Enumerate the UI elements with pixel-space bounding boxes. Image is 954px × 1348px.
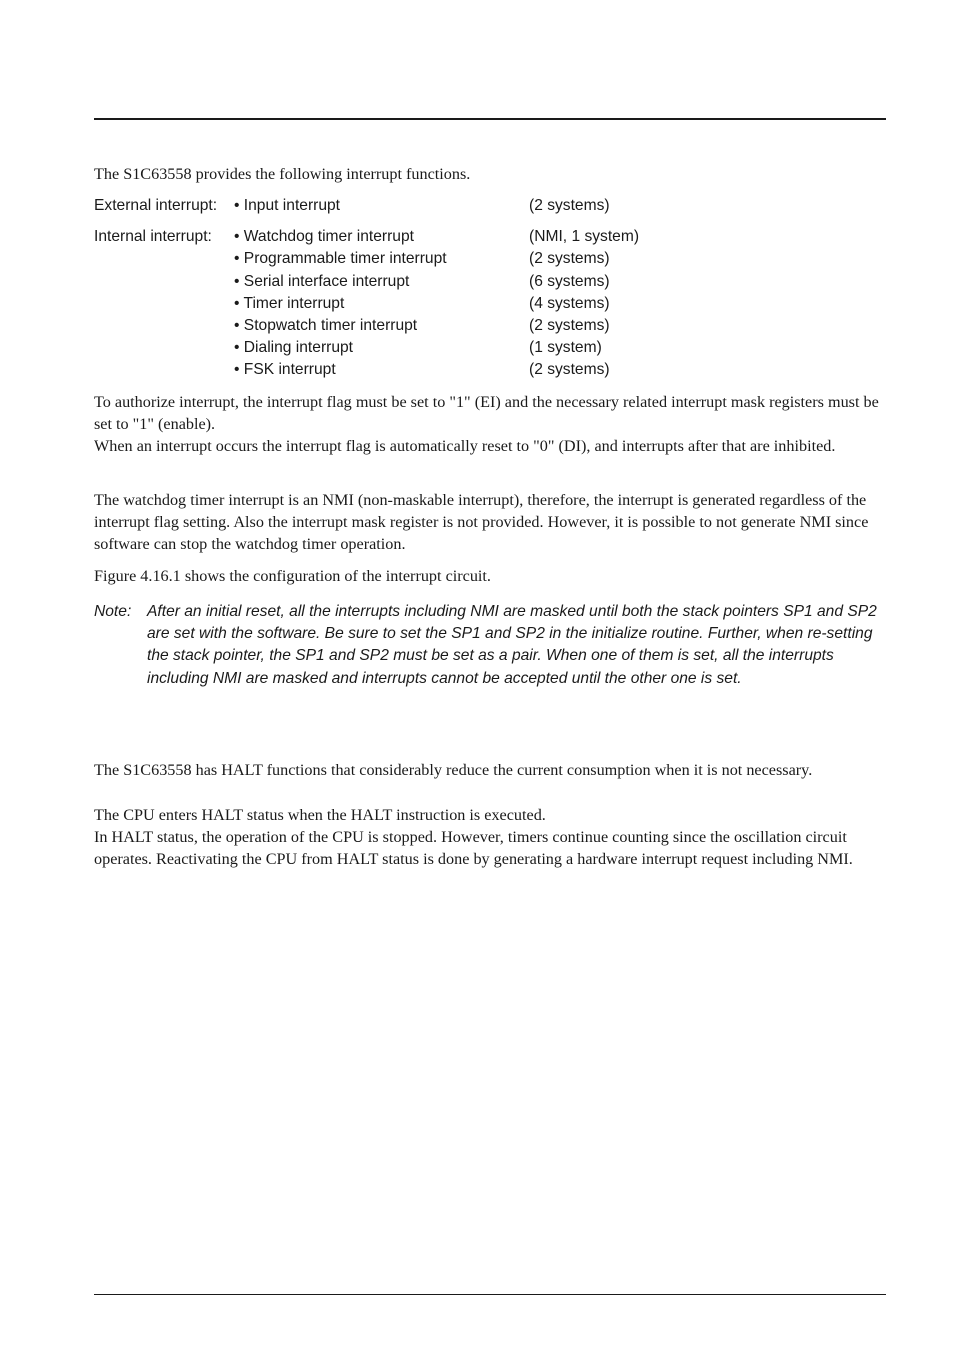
watchdog-paragraph: The watchdog timer interrupt is an NMI (non-maskable interrupt), therefore, the interrupt is generated regardless of the interrupt flag setting. Also the interrupt mask register is not provided. However, it is possible to not generate NMI since software can stop the watchdog timer operation. — [94, 491, 869, 553]
interrupt-item: • Stopwatch timer interrupt — [234, 316, 418, 334]
interrupt-item: • Watchdog timer interrupt — [234, 228, 414, 246]
interrupt-row — [94, 359, 794, 381]
halt-paragraph-1: The S1C63558 has HALT functions that considerably reduce the current consumption when it is not necessary. — [94, 761, 813, 779]
interrupt-item: • FSK interrupt — [234, 361, 336, 379]
interrupt-row — [94, 337, 794, 359]
interrupt-count: (2 systems) — [529, 316, 610, 334]
interrupt-row — [94, 293, 794, 315]
interrupt-row — [94, 195, 794, 217]
interrupt-item: • Input interrupt — [234, 197, 341, 214]
interrupt-row — [94, 271, 794, 293]
authorize-paragraph: To authorize interrupt, the interrupt flag must be set to "1" (EI) and the necessary related interrupt mask registers must be set to "1" (enable). — [94, 393, 879, 433]
interrupt-count: (2 systems) — [529, 197, 610, 214]
interrupt-count: (NMI, 1 system) — [529, 228, 640, 246]
halt-paragraph-3: In HALT status, the operation of the CPU is stopped. However, timers continue counting since the oscillation circuit operates. Reactivating the CPU from HALT status is done by generating a hardware interrupt request including NMI. — [94, 828, 853, 868]
interrupt-count: (1 system) — [529, 339, 602, 357]
interrupt-list — [94, 195, 794, 382]
interrupt-item: • Dialing interrupt — [234, 339, 354, 357]
interrupt-item: • Serial interface interrupt — [234, 272, 410, 290]
interrupt-row — [94, 248, 794, 270]
occurs-paragraph: When an interrupt occurs the interrupt flag is automatically reset to "0" (DI), and interrupts after that are inhibited. — [94, 437, 836, 455]
interrupt-count: (6 systems) — [529, 272, 610, 290]
interrupt-category: External interrupt: — [94, 197, 218, 214]
interrupt-item: • Timer interrupt — [234, 294, 345, 312]
figure-reference-paragraph: Figure 4.16.1 shows the configuration of the interrupt circuit. — [94, 567, 491, 585]
interrupt-count: (4 systems) — [529, 294, 610, 312]
header-rule — [94, 118, 886, 120]
footer-rule — [94, 1294, 886, 1295]
interrupt-item: • Programmable timer interrupt — [234, 250, 447, 268]
interrupt-count: (2 systems) — [529, 250, 610, 268]
halt-paragraph-2: The CPU enters HALT status when the HALT instruction is executed. — [94, 806, 546, 824]
note-text: After an initial reset, all the interrupts including NMI are masked until both the stack pointers SP1 and SP2 are set with the software. Be sure to set the SP1 and SP2 in the initialize routine. Further, when re-setting the stack pointer, the SP1 and SP2 must be set as a pair. When one of them is set, all the interrupts including NMI are masked and interrupts cannot be accepted until the other one is set. — [147, 603, 877, 687]
note-label: Note: — [94, 603, 132, 620]
intro-paragraph: The S1C63558 provides the following interrupt functions. — [94, 165, 471, 183]
interrupt-row — [94, 226, 794, 248]
interrupt-category: Internal interrupt: — [94, 228, 212, 246]
interrupt-count: (2 systems) — [529, 361, 610, 379]
interrupt-row — [94, 315, 794, 337]
